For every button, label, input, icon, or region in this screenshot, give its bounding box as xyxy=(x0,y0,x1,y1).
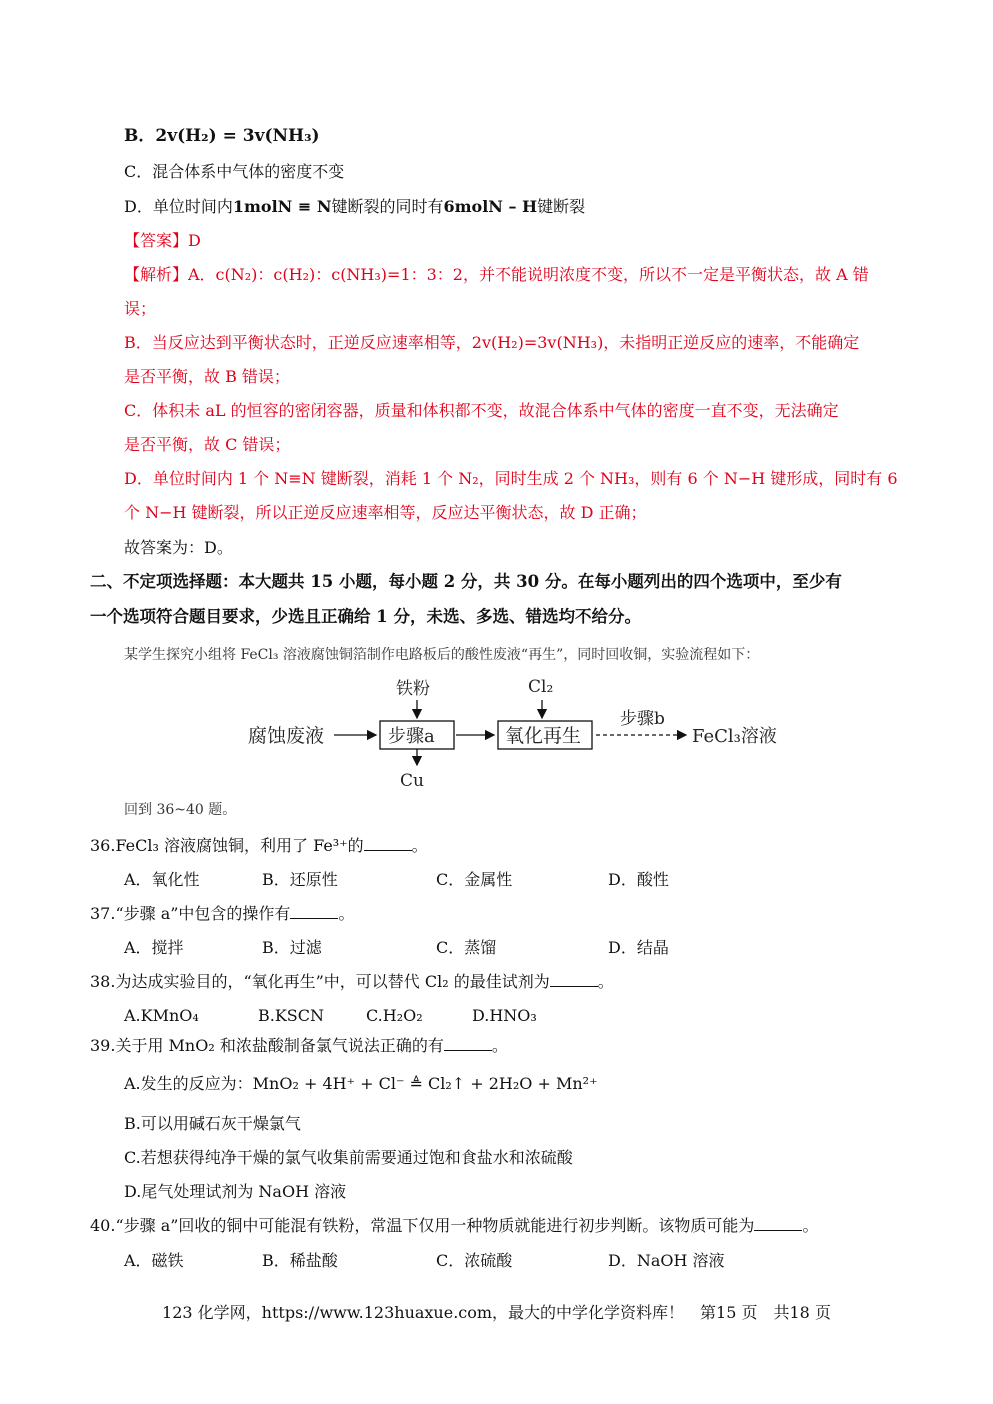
answer-blank xyxy=(550,972,598,987)
question-end: 。 xyxy=(411,836,428,855)
flow-output: FeCl₃溶液 xyxy=(692,726,777,747)
answer-value: D xyxy=(188,231,201,250)
flow-cl2: Cl₂ xyxy=(528,677,554,697)
analysis-line: 【解析】A．c(N₂)：c(H₂)：c(NH₃)=1：3：2，并不能说明浓度不变，所以不一定是平衡状态，故 A 错 xyxy=(124,265,869,284)
option: B．还原性 xyxy=(262,870,338,889)
option: C．蒸馏 xyxy=(436,938,497,957)
question-end: 。 xyxy=(597,972,614,991)
analysis-line: 是否平衡，故 C 错误； xyxy=(124,435,291,454)
question-stem: 37.“步骤 a”中包含的操作有 xyxy=(90,904,291,923)
answer-blank xyxy=(290,904,338,919)
flow-input: 腐蚀废液 xyxy=(248,725,325,747)
option: B．稀盐酸 xyxy=(262,1251,338,1270)
question-end: 。 xyxy=(491,1036,508,1055)
option: A．搅拌 xyxy=(124,938,184,957)
option: A.KMnO₄ xyxy=(124,1006,199,1025)
flow-diagram xyxy=(240,672,800,792)
option-list xyxy=(0,938,993,958)
answer-blank xyxy=(364,836,412,851)
option-list xyxy=(0,870,993,890)
option-list xyxy=(0,1006,993,1026)
flow-cu: Cu xyxy=(400,771,424,791)
option: D.HNO₃ xyxy=(472,1006,537,1025)
conclusion: 故答案为：D。 xyxy=(124,538,233,557)
question-38 xyxy=(90,972,614,992)
question-end: 。 xyxy=(338,904,355,923)
option-d-post: 键断裂 xyxy=(537,197,586,216)
analysis-line: B．当反应达到平衡状态时，正逆反应速率相等，2v(H₂)=3v(NH₃)，未指明正逆反应的速率，不能确定 xyxy=(124,333,860,352)
question-stem: 36.FeCl₃ 溶液腐蚀铜，利用了 Fe³⁺的 xyxy=(90,836,364,855)
option: D．结晶 xyxy=(608,938,669,957)
back-to-note: 回到 36~40 题。 xyxy=(124,802,237,818)
option: C.H₂O₂ xyxy=(366,1006,423,1025)
analysis-line: 误； xyxy=(124,299,157,318)
option: D．NaOH 溶液 xyxy=(608,1251,725,1270)
option: A．磁铁 xyxy=(124,1251,184,1270)
analysis-line: C．体积未 aL 的恒容的密闭容器，质量和体积都不变，故混合体系中气体的密度一直不变，无法确定 xyxy=(124,401,839,420)
option-list xyxy=(0,1251,993,1271)
option-b: B．2v(H₂) = 3v(NH₃) xyxy=(124,126,320,146)
answer xyxy=(124,231,201,251)
option: C.若想获得纯净干燥的氯气收集前需要通过饱和食盐水和浓硫酸 xyxy=(124,1148,573,1167)
question-39 xyxy=(90,1036,508,1056)
option: B.可以用碱石灰干燥氯气 xyxy=(124,1114,301,1133)
flow-step-b: 步骤b xyxy=(620,709,665,729)
answer-blank xyxy=(444,1036,492,1051)
answer-blank xyxy=(754,1216,802,1231)
answer-label: 【答案】 xyxy=(124,231,189,250)
option: C．金属性 xyxy=(436,870,513,889)
question-stem: 39.关于用 MnO₂ 和浓盐酸制备氯气说法正确的有 xyxy=(90,1036,444,1055)
option: D．酸性 xyxy=(608,870,669,889)
option: D.尾气处理试剂为 NaOH 溶液 xyxy=(124,1182,347,1201)
option: B．过滤 xyxy=(262,938,322,957)
question-stem: 40.“步骤 a”回收的铜中可能混有铁粉，常温下仅用一种物质就能进行初步判断。该物质可能为 xyxy=(90,1216,755,1235)
section-heading: 二、不定项选择题：本大题共 15 小题，每小题 2 分，共 30 分。在每小题列出的四个选项中，至少有 xyxy=(90,572,842,591)
question-37 xyxy=(90,904,354,924)
section-heading-2: 一个选项符合题目要求，少选且正确给 1 分，未选、多选、错选均不给分。 xyxy=(90,607,641,626)
question-stem: 38.为达成实验目的，“氧化再生”中，可以替代 Cl₂ 的最佳试剂为 xyxy=(90,972,550,991)
option: B.KSCN xyxy=(258,1006,324,1025)
option-d-bond1: 1molN ≡ N xyxy=(232,197,332,216)
option-d-bond2: 6molN – H xyxy=(443,197,538,216)
option: A．氧化性 xyxy=(124,870,200,889)
option-d-mid: 键断裂的同时有 xyxy=(331,197,444,216)
question-end: 。 xyxy=(802,1216,819,1235)
analysis-line: 是否平衡，故 B 错误； xyxy=(124,367,290,386)
option-c: C．混合体系中气体的密度不变 xyxy=(124,162,345,181)
flow-iron: 铁粉 xyxy=(396,679,430,699)
question-40 xyxy=(90,1216,818,1236)
option: C．浓硫酸 xyxy=(436,1251,513,1270)
option-d xyxy=(124,197,585,217)
page-footer: 123 化学网，https://www.123huaxue.com，最大的中学化学资料库！ 第15 页 共18 页 xyxy=(162,1303,831,1322)
option: A.发生的反应为：MnO₂ + 4H⁺ + Cl⁻ ≜ Cl₂↑ + 2H₂O + Mn²⁺ xyxy=(124,1074,598,1093)
analysis-line: 个 N−H 键断裂，所以正逆反应速率相等，反应达平衡状态，故 D 正确； xyxy=(124,503,647,522)
experiment-intro: 某学生探究小组将 FeCl₃ 溶液腐蚀铜箔制作电路板后的酸性废液“再生”，同时回收铜，实验流程如下： xyxy=(124,647,760,663)
analysis-line: D．单位时间内 1 个 N≡N 键断裂，消耗 1 个 N₂，同时生成 2 个 NH₃，则有 6 个 N−H 键形成，同时有 6 xyxy=(124,469,898,488)
option-d-pre: D．单位时间内 xyxy=(124,197,233,216)
question-36 xyxy=(90,836,428,856)
flow-regen: 氧化再生 xyxy=(505,725,582,747)
flow-step-a: 步骤a xyxy=(388,726,435,747)
